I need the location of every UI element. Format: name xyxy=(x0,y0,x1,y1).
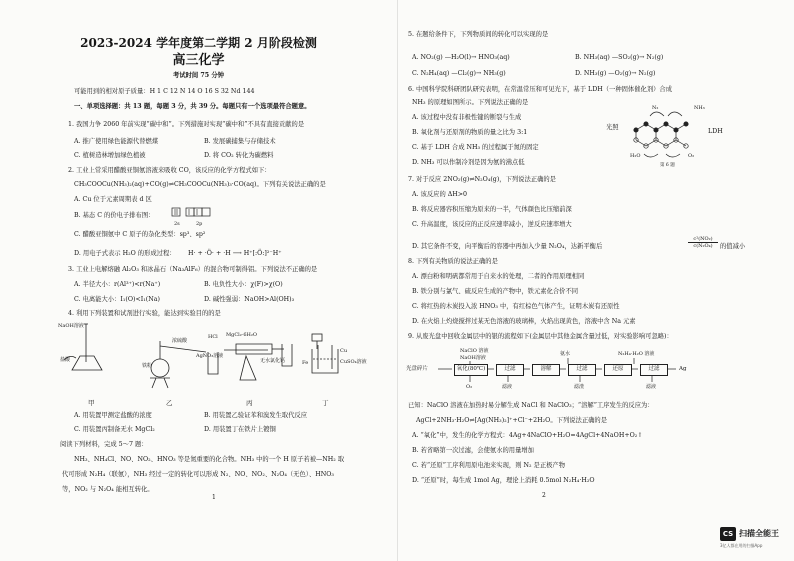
q8-option-b: B. 铁分别与氯气、硫反应生成的产物中，铁元素化合价不同 xyxy=(412,288,579,295)
reading-line-3: 等，NO₂ 与 N₂O₄ 能相互转化。 xyxy=(62,486,154,493)
q8-stem: 8. 下列有关物质的说法正确的是 xyxy=(408,258,498,265)
label-cacl2: 无水氯化钙 xyxy=(260,358,286,364)
label-cu: Cu xyxy=(340,348,348,354)
q1-option-a: A. 推广使用绿色能源代替燃煤 xyxy=(74,138,159,145)
atomic-masses: 可能用到的相对原子质量：H 1 C 12 N 14 O 16 S 32 Nd 144 xyxy=(74,88,255,95)
q9-option-a: A. “氧化”中，发生的化学方程式：4Ag+4NaClO+H₂O=4AgCl+4NaOH+O₂↑ xyxy=(412,432,643,439)
q7-fraction-den: c(N₂O₄) xyxy=(693,243,713,249)
q7-stem: 7. 对于反应 2NO₂(g)⇌N₂O₄(g)，下列说法正确的是 xyxy=(408,176,556,183)
q6-stem-2: NH₃ 的原理如图所示。下列说法正确的是 xyxy=(412,99,529,106)
q3-stem: 3. 工业上电解熔融 Al₂O₃ 和冰晶石（Na₃AlF₆）的混合物可制得铝。下列说法不正确的是 xyxy=(68,266,318,273)
ldh-fig-caption: 第 6 题 xyxy=(660,163,675,168)
q7-option-a: A. 该反应的 ΔH>0 xyxy=(412,191,468,198)
orbital-label-2s: 2s xyxy=(174,221,180,227)
caption-bing: 丙 xyxy=(246,399,253,407)
q2-option-d: D. 用电子式表示 H₂O 的形成过程： xyxy=(74,250,176,257)
reading-line-1: NH₃、NH₄Cl、NO、NO₂、HNO₃ 等是氮重要的化合物。NH₃ 中的一个 H 原子若被—NH₂ 取 xyxy=(74,456,345,463)
reading-intro: 阅读下列材料，完成 5～7 题： xyxy=(60,441,148,448)
flow-top-naclo: NaClO 溶液 xyxy=(460,348,489,354)
caption-yi: 乙 xyxy=(166,399,173,407)
apparatus-jia xyxy=(64,324,102,370)
q5-option-d: D. NH₃(g) —O₂(g)→ N₂(g) xyxy=(575,70,656,77)
q1-option-d: D. 将 CO₂ 转化为碳燃料 xyxy=(204,152,274,159)
orbital-label-2p: 2p xyxy=(196,221,203,227)
q2-option-c: C. 醋酸亚铜氨中 C 原子的杂化类型：sp³、sp² xyxy=(74,231,206,238)
exam-title: 2023-2024 学年度第二学期 2 月阶段检测 xyxy=(80,36,317,50)
q8-option-d: D. 在火焰上灼烧搅拌过某无色溶液的玻璃棒，火焰出现黄色，溶液中含 Na 元素 xyxy=(412,318,636,325)
camscanner-watermark xyxy=(716,524,794,554)
label-hcl-acid: 盐酸 xyxy=(60,357,71,363)
q9-known-2: AgCl+2NH₃·H₂O⇌[Ag(NH₃)₂]⁺+Cl⁻+2H₂O。下列说法正确的是 xyxy=(416,417,608,424)
right-page xyxy=(397,0,794,561)
camscanner-name: 扫描全能王 xyxy=(739,529,779,538)
q5-option-c: C. N₂H₄(aq) —Cl₂(g)→ NH₃(g) xyxy=(412,70,506,77)
camscanner-logo-icon: CS xyxy=(720,527,736,541)
label-fe: Fe xyxy=(302,360,309,366)
q2-stem: 2. 工业上常采用醋酸亚铜氨溶液来吸收 CO，该反应的化学方程式如下： xyxy=(68,167,271,174)
section-heading: 一、单项选择题：共 13 题，每题 3 分，共 39 分。每题只有一个选项最符合题意。 xyxy=(74,103,311,110)
q7-option-b: B. 将反应器容积压缩为原来的一半，气体颜色比压缩前深 xyxy=(412,206,572,213)
exam-time: 考试时间 75 分钟 xyxy=(173,72,224,79)
flow-bottom-residue: 滤渣 xyxy=(574,384,585,390)
page-number-right: 2 xyxy=(542,492,546,499)
q7-option-d: D. 其它条件不变，向平衡后的容器中再加入少量 N₂O₄，达新平衡后 xyxy=(412,243,603,250)
q7-option-c: C. 升高温度，该反应的正反应速率减小，逆反应速率增大 xyxy=(412,221,572,228)
ldh-fig-o2: O₂ xyxy=(688,153,695,159)
flow-box-reduce: 还原 xyxy=(604,364,632,376)
flow-bottom-filtrate-1: 滤液 xyxy=(502,384,513,390)
camscanner-tagline: 3亿人都在用的扫描App xyxy=(720,543,763,548)
q9-stem: 9. 从废光盘中回收金属层中的银的流程如下(金属层中其他金属含量过低，对实验影响可忽略)： xyxy=(408,333,673,340)
flow-box-oxidize: 氧化(80℃) xyxy=(454,364,488,376)
q6-option-a: A. 该过程中没有非极性键的断裂与生成 xyxy=(412,114,522,121)
ldh-fig-ldh: LDH xyxy=(708,128,723,135)
q1-stem: 1. 我国力争 2060 年前实现“碳中和”。下列措施对实现“碳中和”不具有直接贡献的是 xyxy=(68,121,305,128)
q7-tail: 的值减小 xyxy=(720,243,746,250)
q3-option-b: B. 电负性大小：χ(F)>χ(O) xyxy=(204,281,283,288)
ldh-fig-nh3: NH₃ xyxy=(694,105,705,111)
flow-top-naoh: NaOH溶液 xyxy=(460,355,486,361)
exam-subtitle: 高三化学 xyxy=(172,53,225,68)
apparatus-ding xyxy=(312,334,338,373)
q1-option-c: C. 植树造林增加绿色植被 xyxy=(74,152,146,159)
q1-option-b: B. 发展碳捕集与存储技术 xyxy=(204,138,276,145)
ldh-fig-n2: N₂ xyxy=(652,105,659,111)
flow-box-dissolve: 溶解 xyxy=(532,364,560,376)
q5-stem: 5. 在题给条件下，下列物质间的转化可以实现的是 xyxy=(408,31,549,38)
caption-jia: 甲 xyxy=(88,399,95,407)
page-number-left: 1 xyxy=(212,494,216,501)
label-cuso4: CuSO₄溶液 xyxy=(340,359,367,365)
q6-option-d: D. NH₃ 可以作制冷剂是因为氨的沸点低 xyxy=(412,159,525,166)
q2-equation: CH₃COOCu(NH₃)₂(aq)+CO(g)⇌CH₃COOCu(NH₃)₃·CO(aq)。下列有关说法正确的是 xyxy=(74,181,326,188)
label-iron-powder: 铁粉 xyxy=(142,363,153,369)
q6-option-c: C. 基于 LDH 合成 NH₃ 的过程属于氮的固定 xyxy=(412,144,539,151)
q8-option-a: A. 漂白粉和明矾都常用于自来水的处理，二者的作用原理相同 xyxy=(412,273,585,280)
q9-known-1: 已知：NaClO 溶液在加热时易分解生成 NaCl 和 NaClO₃；“溶解”工序发生的反应为： xyxy=(408,402,654,409)
q4-option-a: A. 用装置甲测定盐酸的浓度 xyxy=(74,412,152,419)
q4-stem: 4. 利用下列装置和试剂进行实验，能达到实验目的的是 xyxy=(68,310,221,317)
ldh-fig-light: 光照 xyxy=(606,124,619,131)
label-mgcl2: MgCl₂·6H₂O xyxy=(226,332,257,338)
q3-option-a: A. 半径大小：r(Al³⁺)<r(Na⁺) xyxy=(74,281,161,288)
q3-option-d: D. 碱性强弱：NaOH>Al(OH)₃ xyxy=(204,296,295,303)
reading-line-2: 代可形成 N₂H₄（联氨），NH₃ 经过一定的转化可以形成 N₂、NO、NO₂、N₂O₄（无色）、HNO₃ xyxy=(62,471,334,478)
h2o-formation: H· + ·Ö· + ·H ⟶ H⁺[:Ö:]²⁻H⁺ xyxy=(188,250,282,257)
flow-box-filter-1: 过滤 xyxy=(496,364,524,376)
label-conc-h2so4: 浓硫酸 xyxy=(172,338,188,344)
flow-top-n2h4: N₂H₄·H₂O 溶液 xyxy=(618,351,655,357)
label-naoh: NaOH溶液 xyxy=(58,323,84,329)
apparatus-yi xyxy=(150,341,218,388)
caption-ding: 丁 xyxy=(322,399,329,407)
q9-option-c: C. 若“还原”工序利用原电池来实现，则 N₂ 是正极产物 xyxy=(412,462,566,469)
label-agno3: AgNO₃溶液 xyxy=(196,353,224,359)
q2-option-b: B. 基态 C 的价电子排布图： xyxy=(74,212,155,219)
flow-start: 光盘碎片 xyxy=(406,366,429,372)
q6-option-b: B. 氧化剂与还原剂的物质的量之比为 3:1 xyxy=(412,129,528,136)
q9-option-b: B. 若省略第一次过滤，会使氨水的用量增加 xyxy=(412,447,534,454)
q4-option-d: D. 用装置丁在铁片上镀铜 xyxy=(204,426,276,433)
q2-option-a: A. Cu 位于元素周期表 d 区 xyxy=(74,196,152,203)
q5-option-b: B. NH₃(aq) —SO₂(g)→ N₂(g) xyxy=(575,54,664,61)
q7-fraction-num: c²(NO₂) xyxy=(688,236,718,243)
q5-option-a: A. NO₂(g) —H₂O(l)→ HNO₃(aq) xyxy=(412,54,510,61)
flow-top-ammonia: 氨水 xyxy=(560,351,571,357)
flow-bottom-o2: O₂ xyxy=(466,384,473,390)
q9-option-d: D. “还原”时，每生成 1mol Ag，理论上消耗 0.5mol N₂H₄·H₂O xyxy=(412,477,595,484)
q8-option-c: C. 将红热的木炭投入浓 HNO₃ 中，有红棕色气体产生，证明木炭有还原性 xyxy=(412,303,620,310)
q4-option-c: C. 用装置丙制备无水 MgCl₂ xyxy=(74,426,155,433)
flow-end: Ag xyxy=(679,366,687,372)
flow-box-filter-3: 过滤 xyxy=(640,364,668,376)
flow-box-filter-2: 过滤 xyxy=(568,364,596,376)
label-hcl-gas: HCl xyxy=(208,334,218,340)
flow-bottom-filtrate-2: 滤液 xyxy=(646,384,657,390)
q4-option-b: B. 用装置乙验证苯和溴发生取代反应 xyxy=(204,412,308,419)
q3-option-c: C. 电离能大小：I₁(O)<I₁(Na) xyxy=(74,296,160,303)
ldh-fig-h2o: H₂O xyxy=(630,153,641,159)
q6-stem-1: 6. 中国科学院科研团队研究表明，在常温常压和可见光下，基于 LDH（一种固体催化剂）合成 xyxy=(408,86,673,93)
